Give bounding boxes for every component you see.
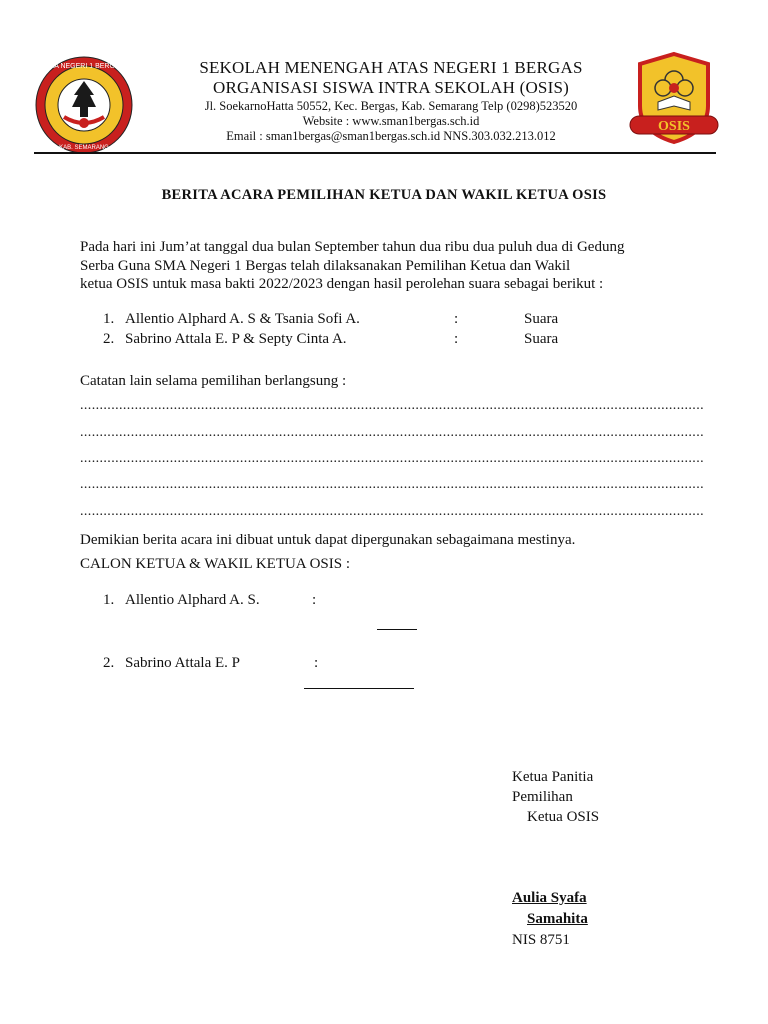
- committee-title-line-3: Ketua OSIS: [527, 809, 600, 825]
- notes-dotted-line: ................................................................................................................................................................: [80, 425, 704, 440]
- svg-text:SMA NEGERI 1 BERGAS: SMA NEGERI 1 BERGAS: [43, 63, 125, 70]
- organization-name: ORGANISASI SISWA INTRA SEKOLAH (OSIS): [213, 78, 569, 97]
- signature-line: [377, 629, 417, 630]
- school-website: Website : www.sman1bergas.sch.id: [302, 114, 480, 128]
- intro-line-1: Pada hari ini Jum’at tanggal dua bulan September tahun dua ribu dua puluh dua di Gedung: [80, 239, 625, 255]
- school-logo: [34, 55, 134, 155]
- candidate-name: Sabrino Attala E. P: [125, 655, 240, 671]
- candidate-colon: :: [312, 592, 317, 608]
- header-divider: [34, 152, 716, 154]
- result-unit: Suara: [524, 331, 559, 347]
- notes-dotted-line: ................................................................................................................................................................: [80, 451, 704, 466]
- candidate-number: 2.: [103, 655, 115, 671]
- notes-dotted-line: ................................................................................................................................................................: [80, 504, 704, 519]
- candidates-label: CALON KETUA & WAKIL KETUA OSIS :: [80, 556, 350, 572]
- result-colon: :: [454, 331, 459, 347]
- notes-dotted-line: ................................................................................................................................................................: [80, 477, 704, 492]
- result-unit: Suara: [524, 311, 559, 327]
- osis-logo: [628, 50, 720, 146]
- school-email: Email : sman1bergas@sman1bergas.sch.id NNS.303.032.213.012: [226, 129, 556, 143]
- committee-title-line-1: Ketua Panitia: [512, 769, 594, 785]
- candidate-number: 1.: [103, 592, 115, 608]
- committee-chair-name-1: Aulia Syafa: [512, 890, 587, 906]
- intro-line-2: Serba Guna SMA Negeri 1 Bergas telah dilaksanakan Pemilihan Ketua dan Wakil: [80, 258, 571, 274]
- committee-chair-nis: NIS 8751: [512, 932, 570, 948]
- result-colon: :: [454, 311, 459, 327]
- svg-text:KAB. SEMARANG: KAB. SEMARANG: [59, 145, 109, 151]
- school-name: SEKOLAH MENENGAH ATAS NEGERI 1 BERGAS: [199, 58, 583, 77]
- closing-statement: Demikian berita acara ini dibuat untuk dapat dipergunakan sebagaimana mestinya.: [80, 532, 576, 548]
- signature-line: [304, 688, 414, 689]
- notes-dotted-line: ................................................................................................................................................................: [80, 398, 704, 413]
- result-candidate: Allentio Alphard A. S & Tsania Sofi A.: [125, 311, 360, 327]
- osis-logo-text: OSIS: [658, 119, 690, 134]
- intro-line-3: ketua OSIS untuk masa bakti 2022/2023 dengan hasil perolehan suara sebagai berikut :: [80, 276, 604, 292]
- candidate-colon: :: [314, 655, 319, 671]
- school-address: Jl. SoekarnoHatta 50552, Kec. Bergas, Kab. Semarang Telp (0298)523520: [204, 99, 578, 113]
- candidate-name: Allentio Alphard A. S.: [125, 592, 260, 608]
- result-number: 1.: [103, 311, 115, 327]
- committee-chair-name-2: Samahita: [527, 911, 588, 927]
- result-number: 2.: [103, 331, 115, 347]
- notes-label: Catatan lain selama pemilihan berlangsung :: [80, 373, 347, 389]
- result-candidate: Sabrino Attala E. P & Septy Cinta A.: [125, 331, 347, 347]
- committee-title-line-2: Pemilihan: [512, 789, 573, 805]
- document-title: BERITA ACARA PEMILIHAN KETUA DAN WAKIL KETUA OSIS: [161, 187, 607, 203]
